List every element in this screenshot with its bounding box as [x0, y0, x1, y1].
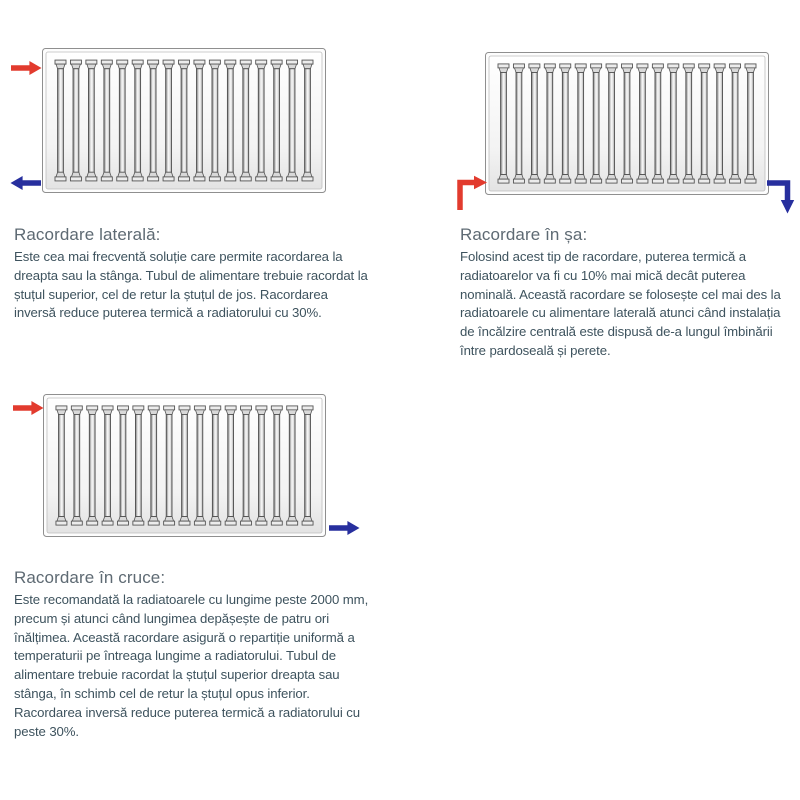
- return-arrow-icon: [767, 177, 797, 215]
- radiator-illustration-cross: [43, 394, 326, 537]
- supply-arrow-icon: [455, 172, 487, 210]
- radiator-illustration-saddle: [485, 52, 769, 195]
- section-heading-saddle: Racordare în șa:: [460, 225, 588, 244]
- section-body-lateral: Este cea mai frecventă soluție care permite racordarea la dreapta sau la stânga. Tubul de alimentare trebuie racordat la ștuțul superior, cel de retur la ștuțul de jos. Racordarea inversă reduce puterea termică a radiatorului cu 30%.: [14, 249, 368, 321]
- supply-arrow-icon: [13, 400, 44, 416]
- section-body-saddle: Folosind acest tip de racordare, puterea termică a radiatoarelor va fi cu 10% mai mică decât puterea nominală. Această racordare se folosește cel mai des la radiatoarele cu alimentare laterală atunci când instalația de încălzire centrală este dispusă de-a lungul îmbinării între pardoseală și perete.: [460, 249, 781, 358]
- supply-arrow-icon: [11, 60, 42, 76]
- section-body-cross: Este recomandată la radiatoarele cu lungime peste 2000 mm, precum și atunci când lungimea depășește de patru ori înălțimea. Această racordare asigură o repartiție uniformă a temperaturii pe întreaga lungime a radiatorului. Tubul de alimentare trebuie racordat la ștuțul superior dreapta sau stânga, în schimb cel de retur la ștuțul opus inferior. Racordarea inversă reduce puterea termică a radiatorului cu peste 30%.: [14, 592, 369, 739]
- return-arrow-icon: [10, 175, 41, 191]
- section-heading-cross: Racordare în cruce:: [14, 568, 166, 587]
- radiator-illustration-lateral: [42, 48, 326, 193]
- return-arrow-icon: [329, 520, 360, 536]
- section-heading-lateral: Racordare laterală:: [14, 225, 161, 244]
